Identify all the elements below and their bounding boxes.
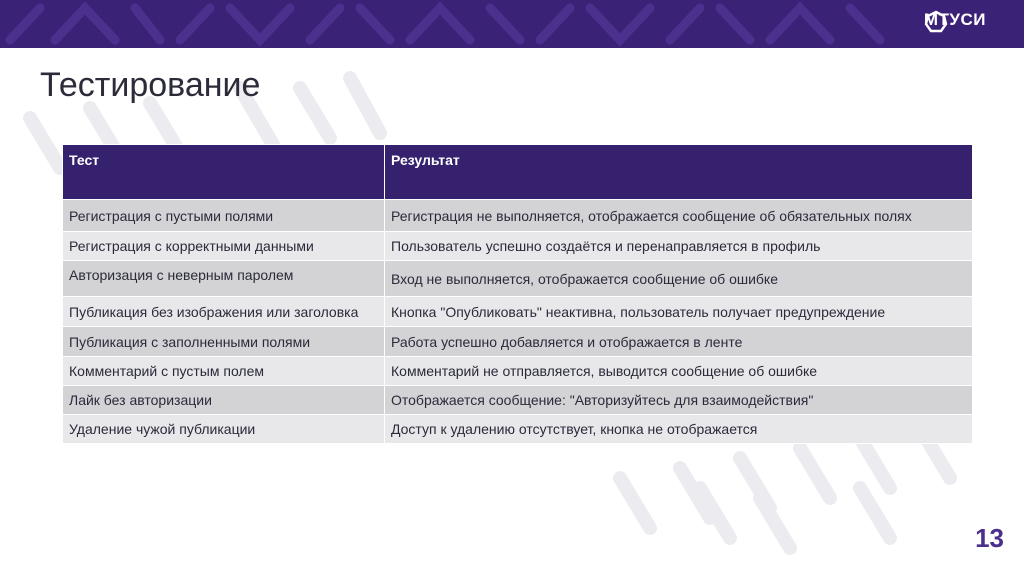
test-cell: Комментарий с пустым полем bbox=[63, 357, 385, 386]
table-row bbox=[63, 327, 973, 357]
page-number: 13 bbox=[975, 523, 1004, 553]
result-cell: Работа успешно добавляется и отображается в ленте bbox=[385, 327, 973, 357]
result-cell: Отображается сообщение: "Авторизуйтесь для взаимодействия" bbox=[385, 386, 973, 415]
result-cell: Пользователь успешно создаётся и перенаправляется в профиль bbox=[385, 232, 973, 261]
table-row bbox=[63, 415, 973, 444]
result-cell: Комментарий не отправляется, выводится сообщение об ошибке bbox=[385, 357, 973, 386]
result-cell: Доступ к удалению отсутствует, кнопка не отображается bbox=[385, 415, 973, 444]
test-cell: Регистрация с пустыми полями bbox=[63, 200, 385, 232]
table-header-row bbox=[63, 145, 973, 200]
table-row bbox=[63, 232, 973, 261]
result-cell: Вход не выполняется, отображается сообщение об ошибке bbox=[385, 261, 973, 297]
table-row bbox=[63, 261, 973, 297]
test-cell: Регистрация с корректными данными bbox=[63, 232, 385, 261]
test-cell: Авторизация с неверным паролем bbox=[63, 261, 385, 297]
logo-icon bbox=[924, 10, 948, 34]
table-row bbox=[63, 297, 973, 327]
logo bbox=[924, 10, 986, 30]
test-cell: Лайк без авторизации bbox=[63, 386, 385, 415]
logo-text: МТУСИ bbox=[923, 10, 986, 29]
table-row bbox=[63, 200, 973, 232]
test-cell: Удаление чужой публикации bbox=[63, 415, 385, 444]
table-row bbox=[63, 386, 973, 415]
test-cell: Публикация с заполненными полями bbox=[63, 327, 385, 357]
page-title: Тестирование bbox=[40, 66, 261, 104]
banner-pattern bbox=[0, 0, 1024, 48]
header-result: Результат bbox=[385, 145, 973, 200]
table-row bbox=[63, 357, 973, 386]
test-cell: Публикация без изображения или заголовка bbox=[63, 297, 385, 327]
result-cell: Кнопка "Опубликовать" неактивна, пользователь получает предупреждение bbox=[385, 297, 973, 327]
top-banner bbox=[0, 0, 1024, 48]
result-cell: Регистрация не выполняется, отображается сообщение об обязательных полях bbox=[385, 200, 973, 232]
header-test: Тест bbox=[63, 145, 385, 200]
test-results-table bbox=[62, 144, 973, 444]
